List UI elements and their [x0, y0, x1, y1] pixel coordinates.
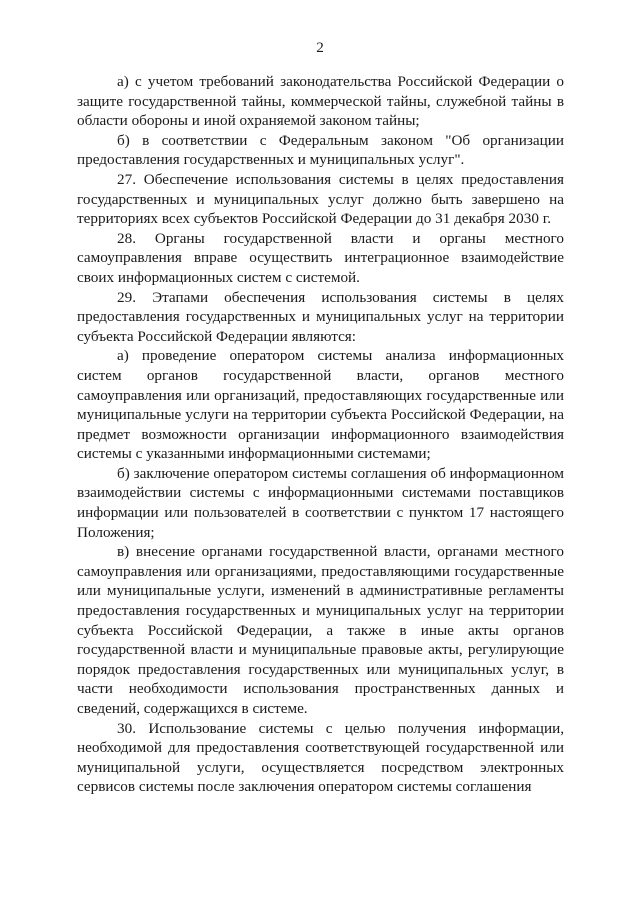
page-number: 2 — [316, 39, 324, 56]
document-body — [77, 72, 564, 797]
paragraph-item-29-b: б) заключение оператором системы соглашения об информационном взаимодействии системы с информационными системами поставщиков информации или пользователей в соответствии с пунктом 17 настоящего Положения; — [77, 464, 564, 541]
paragraph-clause-a-secrecy: а) с учетом требований законодательства Российской Федерации о защите государственной тайны, коммерческой тайны, служебной тайны в области обороны и иной охраняемой законом тайны; — [77, 73, 564, 130]
paragraph-item-30: 30. Использование системы с целью получения информации, необходимой для предоставления соответствующей государственной или муниципальной услуги, осуществляется посредством электронных сервисов системы после заключения оператором системы соглашения — [77, 719, 564, 796]
paragraph-clause-b-federal-law: б) в соответствии с Федеральным законом "Об организации предоставления государственных и муниципальных услуг". — [77, 131, 564, 169]
paragraph-item-29-c: в) внесение органами государственной власти, органами местного самоуправления или организациями, предоставляющими государственные или муниципальные услуги, изменений в административные регламенты предоставления государственных и муниципальных услуг на территории субъекта Российской Федерации, а также в иные акты органов государственной власти и муниципальные правовые акты, регулирующие порядок предоставления государственных или муниципальных услуг, в части необходимости использования пространственных данных и сведений, содержащихся в системе. — [77, 543, 564, 717]
paragraph-item-28: 28. Органы государственной власти и органы местного самоуправления вправе осуществить интеграционное взаимодействие своих информационных систем с системой. — [77, 229, 564, 286]
paragraph-item-27: 27. Обеспечение использования системы в целях предоставления государственных и муниципальных услуг должно быть завершено на территориях всех субъектов Российской Федерации до 31 декабря 2030 г. — [77, 170, 564, 228]
paragraph-item-29-a: а) проведение оператором системы анализа информационных систем органов государственной власти, органов местного самоуправления или организаций, предоставляющих государственные или муниципальные услуги на территории субъекта Российской Федерации, на предмет возможности организации информационного взаимодействия системы с указанными информационными системами; — [77, 347, 564, 463]
paragraph-item-29: 29. Этапами обеспечения использования системы в целях предоставления государственных и муниципальных услуг на территории субъекта Российской Федерации являются: — [77, 288, 564, 345]
